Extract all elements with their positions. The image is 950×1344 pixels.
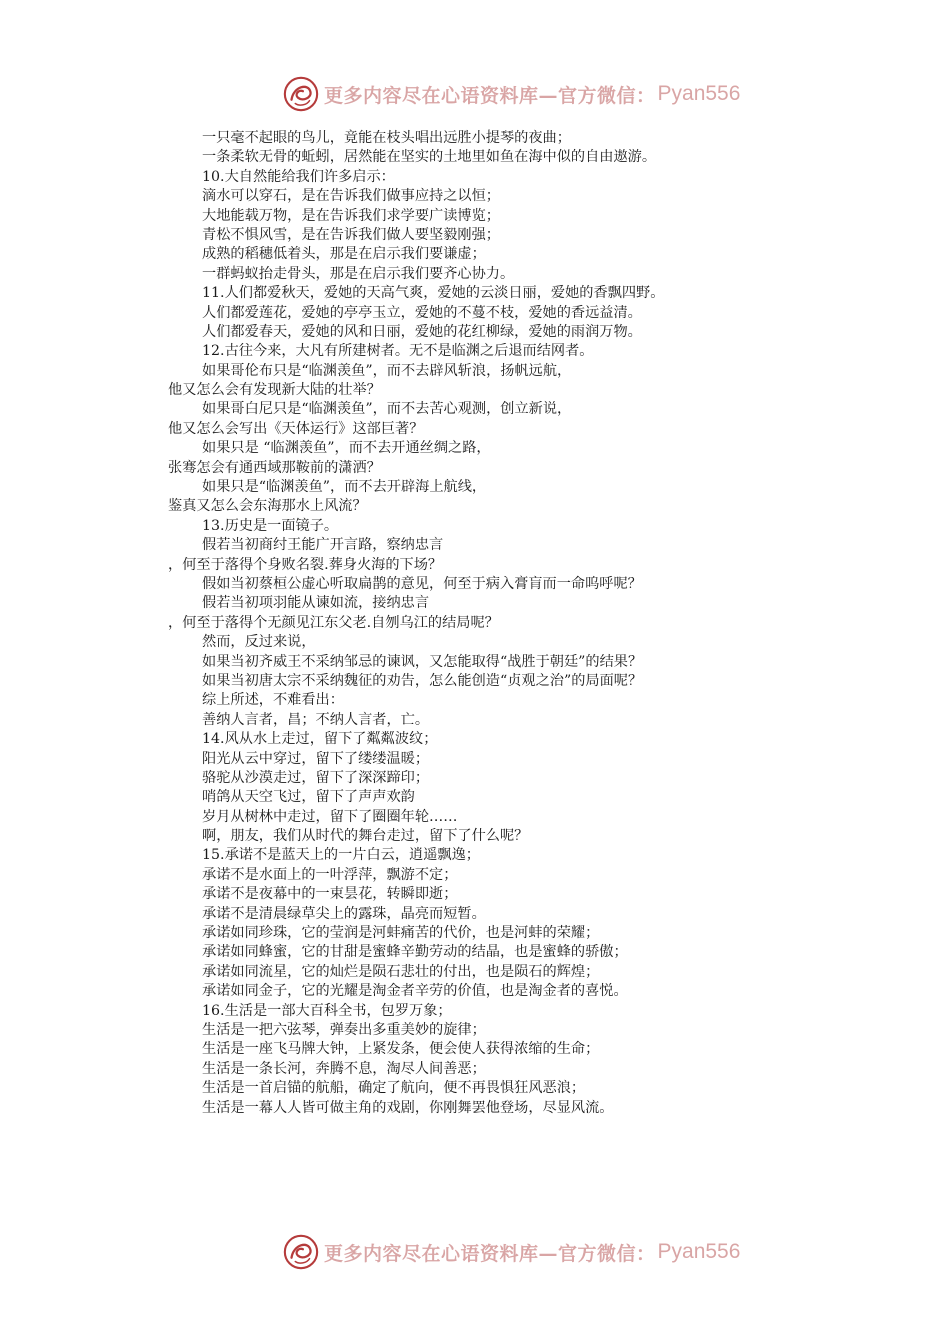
- text-line: 如果当初齐威王不采纳邹忌的谏讽，又怎能取得“战胜于朝廷”的结果？: [202, 653, 643, 670]
- document-body: [168, 129, 888, 1118]
- text-line: 岁月从树林中走过，留下了圈圈年轮……: [202, 808, 458, 825]
- text-line: 滴水可以穿石，是在告诉我们做事应持之以恒；: [202, 188, 500, 205]
- watermark-wechat-id: Pyan556: [657, 1240, 741, 1263]
- text-line: 阳光从云中穿过，留下了缕缕温暖；: [202, 750, 430, 767]
- text-line: 14.风从水上走过，留下了粼粼波纹；: [202, 731, 438, 748]
- text-line: 10.大自然能给我们许多启示：: [202, 168, 395, 185]
- text-line: 张骞怎会有通西域那鞍前的潇洒？: [168, 459, 381, 476]
- text-line: 善纳人言者，昌；不纳人言者，亡。: [202, 711, 430, 728]
- text-line: 鉴真又怎么会东海那水上风流？: [168, 498, 367, 515]
- text-line: 生活是一把六弦琴，弹奏出多重美妙的旋律；: [202, 1021, 486, 1038]
- text-line: 假若当初商纣王能广开言路，察纳忠言: [202, 537, 444, 554]
- watermark-footer: [282, 1232, 740, 1272]
- text-line: 承诺如同金子，它的光耀是淘金者辛劳的价值，也是淘金者的喜悦。: [202, 983, 628, 1000]
- text-line: 承诺如同珍珠，它的莹润是河蚌痛苦的代价，也是河蚌的荣耀；: [202, 925, 600, 942]
- text-line: 承诺不是清晨绿草尖上的露珠，晶亮而短暂。: [202, 905, 486, 922]
- text-line: 16.生活是一部大百科全书，包罗万象；: [202, 1002, 452, 1019]
- watermark-wechat-id: Pyan556: [657, 82, 741, 105]
- text-line: 12.古往今来，大凡有所建树者。无不是临渊之后退而结网者。: [202, 343, 594, 360]
- watermark-header: [282, 74, 740, 114]
- text-line: 生活是一条长河，奔腾不息，淘尽人间善恶；: [202, 1060, 486, 1077]
- heart-swirl-logo-icon: [282, 1233, 320, 1271]
- text-line: 成熟的稻穗低着头，那是在启示我们要谦虚；: [202, 246, 486, 263]
- text-line: 假如当初蔡桓公虚心听取扁鹊的意见，何至于病入膏肓而一命呜呼呢？: [202, 575, 642, 592]
- text-line: 人们都爱春天，爱她的风和日丽，爱她的花红柳绿，爱她的雨润万物。: [202, 323, 642, 340]
- text-line: 如果哥伦布只是“临渊羡鱼”，而不去辟风斩浪，扬帆远航，: [202, 362, 572, 379]
- text-line: ，何至于落得个无颜见江东父老.自刎乌江的结局呢？: [168, 614, 499, 631]
- text-line: 然而，反过来说，: [202, 634, 316, 651]
- text-line: 他又怎么会有发现新大陆的壮举？: [168, 382, 381, 399]
- text-line: 他又怎么会写出《天体运行》这部巨著？: [168, 420, 424, 437]
- text-line: ，何至于落得个身败名裂.葬身火海的下场？: [168, 556, 443, 573]
- text-line: 青松不惧风雪，是在告诉我们做人要坚毅刚强；: [202, 226, 500, 243]
- text-line: 骆驼从沙漠走过，留下了深深蹄印；: [202, 769, 430, 786]
- text-line: 一只毫不起眼的鸟儿，竟能在枝头唱出远胜小提琴的夜曲；: [202, 130, 571, 146]
- text-line: 承诺不是夜幕中的一束昙花，转瞬即逝；: [202, 886, 458, 903]
- text-line: 承诺如同蜂蜜，它的甘甜是蜜蜂辛勤劳动的结晶，也是蜜蜂的骄傲；: [202, 944, 628, 961]
- text-line: 哨鸽从天空飞过，留下了声声欢韵: [202, 789, 415, 806]
- watermark-text: 更多内容尽在心语资料库—官方微信：: [324, 84, 656, 107]
- text-line: 如果哥白尼只是“临渊羡鱼”，而不去苦心观测，创立新说，: [202, 401, 572, 418]
- text-line: 人们都爱莲花，爱她的亭亭玉立，爱她的不蔓不枝，爱她的香远益清。: [202, 304, 642, 321]
- text-line: 综上所述，不难看出：: [202, 692, 344, 709]
- text-line: 生活是一幕人人皆可做主角的戏剧，你刚舞罢他登场，尽显风流。: [202, 1099, 614, 1116]
- text-line: 如果当初唐太宗不采纳魏征的劝告，怎么能创造“贞观之治”的局面呢？: [202, 672, 643, 689]
- text-line: 生活是一首启锚的航船，确定了航向，便不再畏惧狂风恶浪；: [202, 1080, 586, 1097]
- text-line: 13.历史是一面镜子。: [202, 517, 339, 534]
- heart-swirl-logo-icon: [282, 75, 320, 113]
- text-line: 承诺如同流星，它的灿烂是陨石悲壮的付出，也是陨石的辉煌；: [202, 963, 600, 980]
- text-line: 承诺不是水面上的一叶浮萍，飘游不定；: [202, 866, 458, 883]
- watermark-text: 更多内容尽在心语资料库—官方微信：: [324, 1242, 656, 1265]
- text-line: 生活是一座飞马牌大钟，上紧发条，便会使人获得浓缩的生命；: [202, 1041, 600, 1058]
- text-line: 大地能载万物，是在告诉我们求学要广读博览；: [202, 207, 500, 224]
- text-line: 一群蚂蚁抬走骨头，那是在启示我们要齐心协力。: [202, 265, 515, 282]
- text-line: 如果只是“临渊羡鱼”，而不去开辟海上航线，: [202, 479, 487, 496]
- text-line: 11.人们都爱秋天，爱她的天高气爽，爱她的云淡日丽，爱她的香飘四野。: [202, 285, 665, 302]
- text-line: 啊，朋友，我们从时代的舞台走过，留下了什么呢？: [202, 828, 529, 845]
- text-line: 15.承诺不是蓝天上的一片白云，逍遥飘逸；: [202, 847, 480, 864]
- text-line: 假若当初项羽能从谏如流，接纳忠言: [202, 595, 430, 612]
- text-line: 如果只是 “临渊羡鱼”，而不去开通丝绸之路，: [202, 440, 491, 457]
- text-line: 一条柔软无骨的蚯蚓，居然能在坚实的土地里如鱼在海中似的自由遨游。: [202, 149, 657, 166]
